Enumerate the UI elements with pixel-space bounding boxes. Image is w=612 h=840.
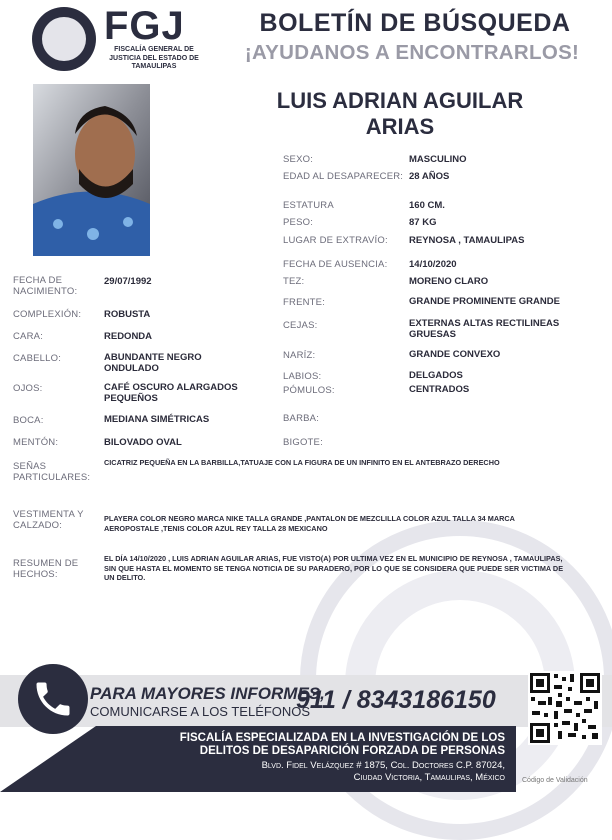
details-label-senas: SEÑAS PARTICULARES: [13, 461, 91, 483]
footer-address-line2: Ciudad Victoria, Tamaulipas, México [353, 772, 505, 783]
field-value-ojos: CAFÉ OSCURO ALARGADOS PEQUEÑOS [104, 382, 238, 404]
field-label-tez: TEZ: [283, 276, 305, 287]
field-label-labios: LABIOS: [283, 371, 322, 382]
field-label-cara: CARA: [13, 331, 44, 342]
field-label-pomulos: PÓMULOS: [283, 385, 335, 396]
field-value-pomulos: CENTRADOS [409, 384, 470, 395]
field-value-tez: MORENO CLARO [409, 276, 489, 287]
field-label-fecha-nacimiento: FECHA DE NACIMIENTO: [13, 275, 78, 297]
field-value-nariz: GRANDE CONVEXO [409, 349, 501, 360]
field-value-cabello: ABUNDANTE NEGRO ONDULADO [104, 352, 202, 374]
contact-phones[interactable]: 911 / 8343186150 [296, 686, 496, 714]
contact-info-line1: PARA MAYORES INFORMES, [90, 684, 325, 703]
field-value-complexion: ROBUSTA [104, 309, 151, 320]
field-label-complexion: COMPLEXIÓN: [13, 309, 82, 320]
field-value-cara: REDONDA [104, 331, 153, 342]
person-name: LUIS ADRIAN AGUILAR ARIAS [276, 88, 524, 139]
field-label-lugar: LUGAR DE EXTRAVÍO: [283, 235, 388, 246]
fgj-logo-subtitle: FISCALÍA GENERAL DE JUSTICIA DEL ESTADO DE TAMAULIPAS [109, 46, 199, 70]
field-label-bigote: BIGOTE: [283, 437, 323, 448]
field-label-cejas: CEJAS: [283, 320, 318, 331]
person-photo [33, 84, 150, 256]
footer-address-line1: Blvd. Fidel Velázquez # 1875, Col. Doctores C.P. 87024, [261, 760, 505, 771]
field-label-menton: MENTÓN: [13, 437, 59, 448]
footer-unit-line1: FISCALÍA ESPECIALIZADA EN LA INVESTIGACIÓN DE LOS [179, 732, 505, 744]
field-value-peso: 87 KG [409, 217, 437, 228]
footer-unit-line2: DELITOS DE DESAPARICIÓN FORZADA DE PERSONAS [199, 745, 505, 757]
field-label-estatura: ESTATURA [283, 200, 334, 211]
field-value-boca: MEDIANA SIMÉTRICAS [104, 414, 210, 425]
footer-band-left [0, 726, 160, 792]
field-value-lugar: REYNOSA , TAMAULIPAS [409, 235, 525, 246]
footer-address [165, 760, 505, 784]
field-value-cejas: EXTERNAS ALTAS RECTILINEAS GRUESAS [409, 318, 560, 340]
field-label-peso: PESO: [283, 217, 314, 228]
bulletin-subtitle: ¡AYUDANOS A ENCONTRARLOS! [244, 41, 580, 64]
field-value-labios: DELGADOS [409, 370, 463, 381]
field-label-cabello: CABELLO: [13, 353, 62, 364]
details-value-resumen: EL DÍA 14/10/2020 , LUIS ADRIAN AGUILAR ARIAS, FUE VISTO(A) POR ULTIMA VEZ EN EL MUNICIPIO DE REYNOSA , TAMAULIPAS, SIN QUE HASTA EL MOMENTO SE TENGA NOTICIA DE SU PARADERO, POR LO QUE SE CONSIDERA QUE PUEDE SER VICTIMA DE UN DELITO. [104, 554, 564, 582]
details-value-senas: CICATRIZ PEQUEÑA EN LA BARBILLA,TATUAJE CON LA FIGURA DE UN INFINITO EN EL ANTEBRAZO DERECHO [104, 458, 500, 467]
field-value-frente: GRANDE PROMINENTE GRANDE [409, 296, 560, 307]
bulletin-title: BOLETÍN DE BÚSQUEDA [259, 9, 571, 37]
details-label-resumen: RESUMEN DE HECHOS: [13, 558, 79, 580]
field-label-nariz: NARÍZ: [283, 350, 316, 361]
field-value-edad: 28 AÑOS [409, 171, 450, 182]
phone-icon [31, 677, 75, 721]
qr-caption: Código de Validación [522, 777, 588, 784]
phone-badge [18, 664, 88, 734]
field-label-boca: BOCA: [13, 415, 44, 426]
field-value-menton: BILOVADO OVAL [104, 437, 182, 448]
footer-unit [165, 732, 505, 758]
field-label-edad: EDAD AL DESAPARECER: [283, 171, 404, 182]
fgj-logo-text: FGJ [104, 4, 185, 48]
details-label-vestimenta: VESTIMENTA Y CALZADO: [13, 509, 84, 531]
qr-code[interactable] [528, 671, 602, 745]
field-label-fecha-ausencia: FECHA DE AUSENCIA: [283, 259, 388, 270]
field-label-barba: BARBA: [283, 413, 320, 424]
field-label-sexo: SEXO: [283, 154, 314, 165]
details-value-vestimenta: PLAYERA COLOR NEGRO MARCA NIKE TALLA GRANDE ,PANTALON DE MEZCLILLA COLOR AZUL TALLA 34 MARCA AEROPOSTALE ,TENIS COLOR AZUL REY TALLA 28 MEXICANO [104, 514, 515, 533]
field-label-ojos: OJOS: [13, 383, 43, 394]
field-value-fecha-ausencia: 14/10/2020 [409, 259, 457, 270]
fgj-seal-emblem [42, 17, 86, 61]
field-value-estatura: 160 CM. [409, 200, 445, 211]
field-value-fecha-nacimiento: 29/07/1992 [104, 276, 152, 287]
field-value-sexo: MASCULINO [409, 154, 467, 165]
field-label-frente: FRENTE: [283, 297, 326, 308]
contact-info-line2: COMUNICARSE A LOS TELÉFONOS [90, 704, 311, 719]
